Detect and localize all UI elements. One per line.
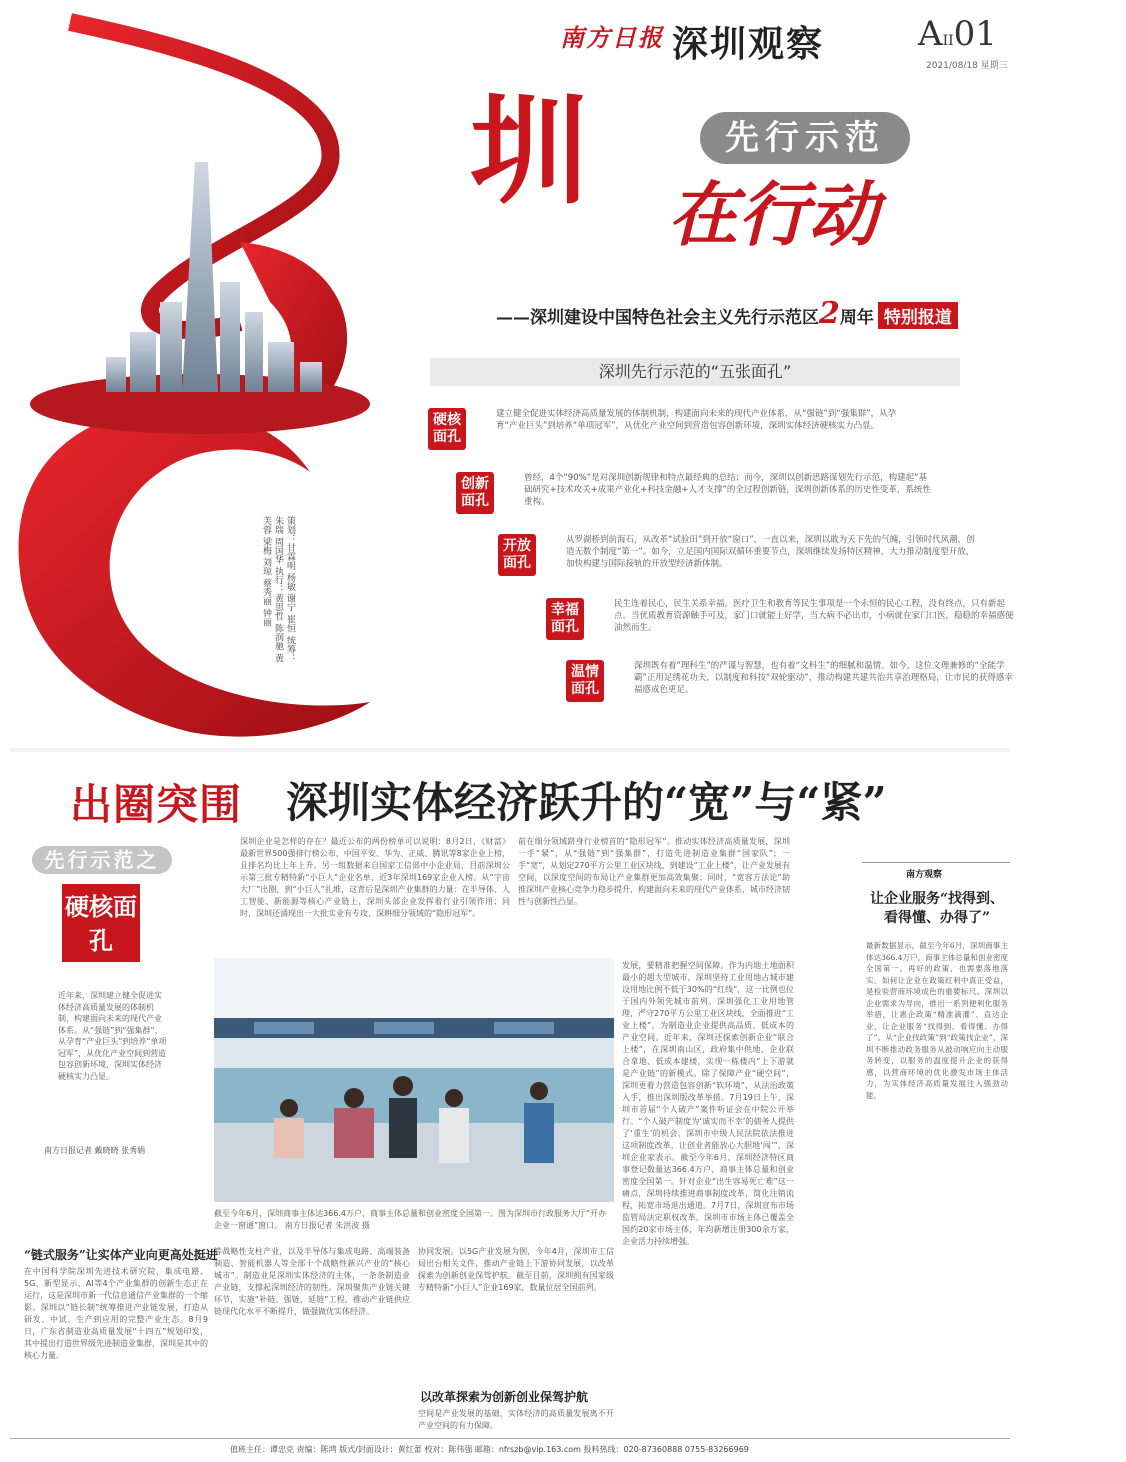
article-column: 前在细分领域跻身行业榜首的“隐形冠军”。推动实体经济高质量发展，深圳一手“紧”，从“强链”到“强集群”，打造先进制造业集群“国家队”；一手“宽”，从划定270平方公里工业区块线，到建设“工业上楼”，让产业发展有空间，以深度空间的布局让产业集群更加高效集聚；同时，“宽容方法论”助推深圳产业核心竞争力稳步提升，构建面向未来的现代产业体系，城市经济韧性与创新性凸显。 — [518, 837, 790, 906]
issue-date: 2021/08/18 星期三 — [926, 61, 1008, 71]
face-tag: 温情面孔 — [566, 660, 604, 702]
face-text: 深圳既有着“理科生”的严谨与智慧，也有着“文科生”的细腻和温情。如今，这位文理兼修的“全能学霸”正用足绣花功夫，以制度和科技“双轮驱动”，推动构建共建共治共享治理格局，让市民的获得感幸福感成色更足。 — [634, 661, 1013, 695]
article-kicker: 出圈突围 — [70, 780, 243, 829]
photo-caption: 截至今年6月，深圳商事主体达366.4万户，商事主体总量和创业密度全国第一。图为深圳市行政服务大厅“开办企业一窗通”窗口。 南方日报记者 朱洪波 摄 — [214, 1209, 607, 1230]
five-faces-title: 深圳先行示范的“五张面孔” — [430, 358, 960, 386]
face-text: 曾经，4个“90%”是对深圳创新规律和特点最经典的总结；而今，深圳以创新思路谋划先行示范，构建起“基础研究+技术攻关+成果产业化+科技金融+人才支撑”的全过程创新链，深圳创新体系的历史性变革，系统性重构。 — [524, 473, 931, 507]
face-text: 建立健全促进实体经济高质量发展的体制机制，构建面向未来的现代产业体系，从“强链”到“强集群”，从孕育“产业巨头”到培养“单项冠军”，从优化产业空间到营造包容创新环境，深圳实体经济硬核实力凸显。 — [496, 409, 897, 431]
service-hall-photo — [214, 958, 614, 1202]
banner-subtitle: ——深圳建设中国特色社会主义先行示范区2周年 特别报道 — [496, 296, 958, 331]
sidebar-tag: 南方观察 — [906, 870, 943, 880]
page-footer: 值班主任：谭忠克 责编：陈鸿 版式/封面设计：黄红蕾 校对：陈伟强 邮箱：nfrszb@vip.163.com 报料热线：020-87360888 0755-83266969 — [230, 1445, 749, 1454]
article-column: 发展，要精准把握空间保障。作为内地土地面积最小的超大型城市，深圳坚持工业用地占城市建设用地比例不低于30%的“红线”，这一比例也位于国内外领先城市前列。深圳强化工业用地管理，严守270平方公里工业区块线，全面推进“工业上楼”，为制造业企业提供高品质、低成本的产业空间。近年来，深圳还探索创新企业“联合上楼”，在深圳南山区，政府集中供地、企业联合拿地、低成本建楼，实现一栋楼内“上下游就是产业链”的新模式。除了保障产业“硬空间”，深圳更着力营造包容创新“软环境”，从法治政策入手，推出深圳版改革举措。7月19日上午，深圳市首届“个人破产”案件听证会在中院公开举行。“个人破产制度为‘诚实而不幸’的债务人提供了‘重生’的机会，深圳市中级人民法院依法推进这项制度改革，让创业者能放心大胆地‘闯’”，深圳企业家表示。截至今年6月，深圳经济特区商事登记数量达366.4万户，商事主体总量和创业密度全国第一。针对企业“出生容易死亡难”这一痛点，深圳持续推进商事制度改革，简化注销流程，拓宽市场退出通道。7月7日，深圳宣布市场监管局法定职权改革，深圳市市场主体已覆盖全国约20家市场主体，年均新增注册300余万家，企业活力持续增强。 — [622, 961, 794, 1246]
article-lead: 近年来，深圳建立健全促进实体经济高质量发展的体制机制，构建面向未来的现代产业体系。从“强链”到“强集群”，从孕育“产业巨头”到培养“单项冠军”，从优化产业空间到营造包容创新环境，深圳实体经济硬核实力凸显。 — [58, 991, 167, 1081]
sidebar-title: 让企业服务“找得到、看得懂、办得了” — [869, 891, 1005, 926]
article-headline: 深圳实体经济跃升的“宽”与“紧” — [286, 778, 887, 827]
face-tag: 创新面孔 — [456, 472, 494, 514]
face-text: 民生连着民心，民生关系幸福。医疗卫生和教育等民生事项是一个永恒的民心工程，没有终点，只有新起点。当优质教育资源触手可及，家门口就能上好学，当大病不必出市，小病就在家门口医，稳稳的幸福感便油然而生。 — [614, 599, 1014, 633]
face-tag: 硬核面孔 — [428, 408, 466, 450]
footer-rule — [10, 1438, 1010, 1439]
article-column: 协同发展。以5G产业发展为例，今年4月，深圳市工信局出台相关文件，推动产业链上下游协同发展，以改革探索为创新创业保驾护航。截至目前，深圳拥有国家级专精特新“小巨人”企业169家，数量位居全国前列。 — [418, 1247, 614, 1292]
banner-byline: 策划：甘霖明 杨敏 谢宁 崔恒 统筹：朱瑞 周国华 执行：黄思哲 陈润驰 黄芙蓉 梁梅 刘琼 蔡秀丽 钟丽 — [261, 516, 295, 663]
subheading: “链式服务”让实体产业向更高处挺进 — [24, 1248, 218, 1262]
article-column: 在中国科学院深圳先进技术研究院，集成电路、5G、新型显示、AI等4个产业集群的创新生态正在运行，这是深圳市新一代信息通信产业集群的一个缩影。深圳以“链长制”统筹推进产业链发展，打造从研发、中试、生产到应用的完整产业生态。8月9日，广东省制造业高质量发展“十四五”规划印发，其中提出打造世界级先进制造业集群，深圳是其中的核心力量。 — [24, 1267, 208, 1360]
face-tag: 开放面孔 — [498, 534, 536, 576]
series-label: 先行示范之 — [32, 846, 172, 874]
section-title: 深圳观察 — [672, 23, 825, 65]
special-report-tag: 特别报道 — [878, 302, 958, 329]
photo-credit: 南方日报记者 朱洪波 摄 — [284, 1221, 370, 1230]
article-reporters: 南方日报记者 戴晓晓 张秀娟 — [44, 1146, 146, 1155]
face-tag: 幸福面孔 — [546, 598, 584, 640]
article-column: 空间是产业发展的基础，实体经济的高质量发展离不开产业空间的有力保障。 — [418, 1409, 614, 1430]
banner-in-action: 在行动 — [668, 173, 878, 256]
page-number: AII01 — [918, 14, 997, 54]
subheading: 以改革探索为创新创业保驾护航 — [420, 1390, 589, 1404]
banner-badge: 先行示范 — [700, 112, 910, 164]
sidebar-text: 最新数据显示，截至今年6月，深圳商事主体达366.4万户，商事主体总量和创业密度全国第一。再好的政策，也需要落地落实。如何让企业在政策红利中真正受益，是检验营商环境成色的重要标尺。深圳以企业需求为导向，推出一系列便利化服务举措，让惠企政策“精准滴灌”、直达企业，让企业服务“找得到、看得懂、办得了”。从“企业找政策”到“政策找企业”，深圳不断推动政务服务从被动响应向主动服务转变，以服务的温度提升企业的获得感，以营商环境的优化激发市场主体活力，为实体经济高质量发展注入强劲动能。 — [866, 941, 1008, 1100]
article-column: 等战略性支柱产业，以及半导体与集成电路、高端装备制造、智能机器人等全部十个战略性新兴产业的“核心城市”。制造业是深圳实体经济的主体，一条条制造业产业链，支撑起深圳经济的韧性。深圳聚焦产业链关键环节，实施“补链、强链、延链”工程，推动产业链供应链现代化水平不断提升，做强做优实体经济。 — [214, 1247, 410, 1316]
face-box: 硬核面孔 — [62, 884, 140, 962]
ribbon-skyline-illustration — [10, 12, 430, 747]
newspaper-brand: 南方日报 — [560, 23, 664, 52]
banner-big-character: 圳 — [470, 81, 583, 220]
article-column: 深圳企业是怎样的存在？最近公布的两份榜单可以说明：8月2日，《财富》最新世界500强排行榜公布，中国平安、华为、正威、腾讯等8家企业上榜，且排名均比上年上升。另一组数据来自国家工信部中小企业局，目前深圳公示第三批专精特新“小巨人”企业名单，近3年深圳169家企业入榜。从“宇宙大厂”出圈，到“小巨人”扎堆，这背后是深圳产业集群的力量：在半导体、人工智能、新能源等核心产业链上，深圳头部企业发挥着行业引领作用；同时，深圳还涌现出一大批实业有专攻、深耕细分领域的“隐形冠军”。 — [240, 837, 510, 918]
face-text: 从罗湖桥到前海石，从改革“试验田”到开放“窗口”，一直以来，深圳以敢为天下先的气魄，引领时代风潮，创造无数个制度“第一”。如今，立足国内国际双循环重要节点，深圳继续发扬特区精神，大力推动制度型开放，加快构建与国际接轨的开放型经济新体制。 — [566, 535, 975, 569]
section-divider — [10, 748, 1010, 752]
sidebar-rule — [862, 862, 1010, 863]
